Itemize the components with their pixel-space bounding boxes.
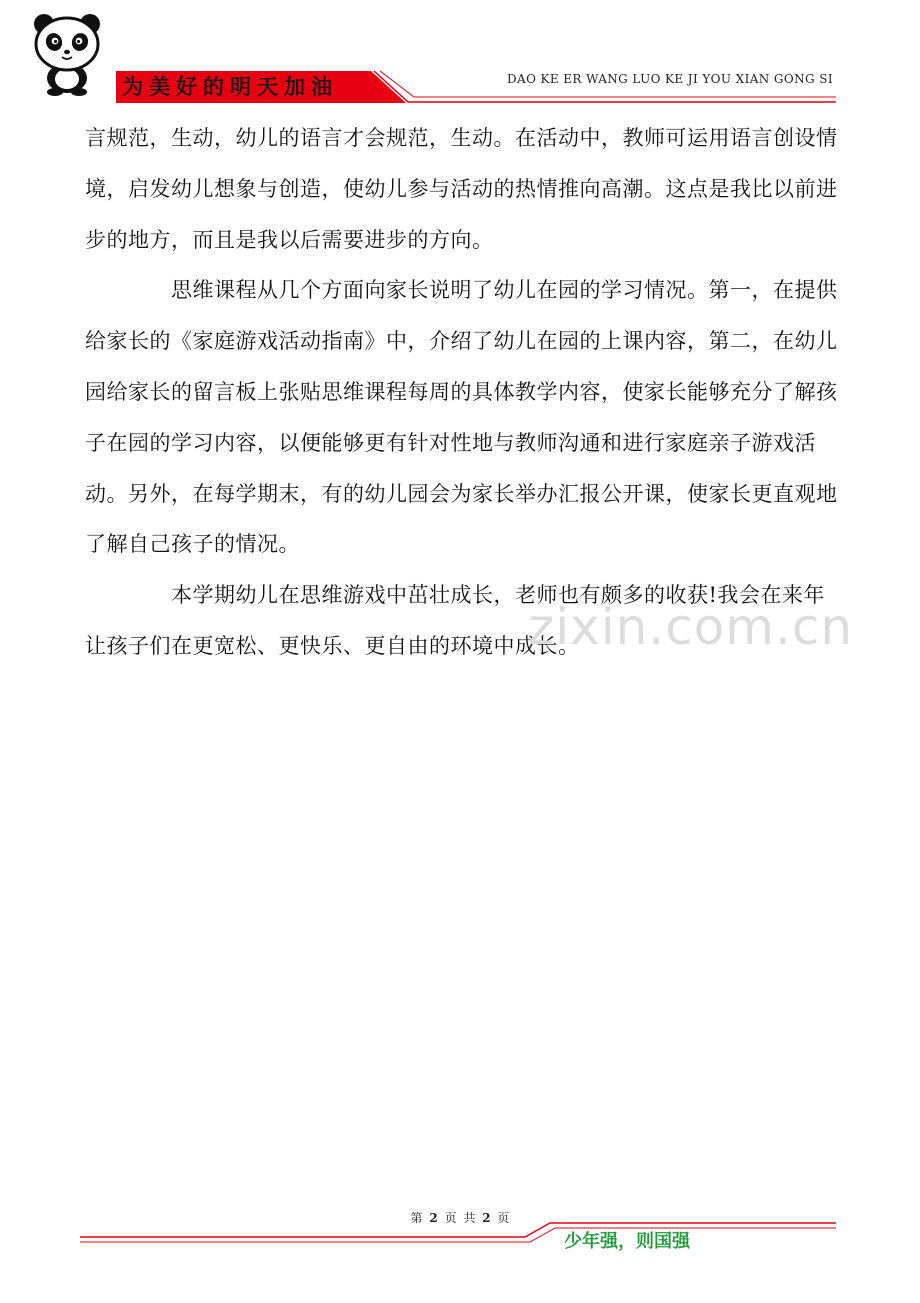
page-middle: 页 共 <box>444 1211 476 1225</box>
paragraph: 思维课程从几个方面向家长说明了幼儿在园的学习情况。第一，在提供给家长的《家庭游戏活动指南》中，介绍了幼儿在园的上课内容，第二，在幼儿园给家长的留言板上张贴思维课程每周的具体教学内容，使家长能够充分了解孩子在园的学习内容，以便能够更有针对性地与教师沟通和进行家庭亲子游戏活动。另外，在每学期末，有的幼儿园会为家长举办汇报公开课，使家长更直观地了解自己孩子的情况。 <box>85 278 838 557</box>
page-suffix: 页 <box>497 1211 510 1225</box>
total-pages: 2 <box>482 1211 491 1225</box>
paragraph: 本学期幼儿在思维游戏中茁壮成长，老师也有颇多的收获!我会在来年让孩子们在更宽松、更快乐、更自由的环境中成长。 <box>85 583 825 658</box>
current-page: 2 <box>429 1211 438 1225</box>
page-prefix: 第 <box>410 1211 423 1225</box>
paragraph: 言规范，生动，幼儿的语言才会规范，生动。在活动中，教师可运用语言创设情境，启发幼儿想象与创造，使幼儿参与活动的热情推向高潮。这点是我比以前进步的地方，而且是我以后需要进步的方向。 <box>85 126 838 252</box>
company-pinyin: DAO KE ER WANG LUO KE JI YOU XIAN GONG SI <box>506 72 833 86</box>
document-body <box>85 113 845 672</box>
watermark-text: zixin.com.cn <box>528 598 854 656</box>
header-banner-text: 为美好的明天加油 <box>122 75 338 99</box>
footer-rule-lines <box>80 1218 840 1248</box>
panda-icon <box>30 12 104 96</box>
footer-slogan: 少年强，则国强 <box>564 1231 690 1252</box>
